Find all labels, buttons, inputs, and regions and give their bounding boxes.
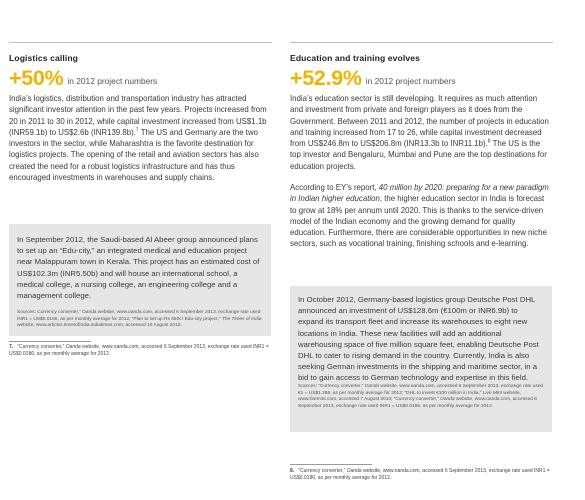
section-rule [290, 42, 553, 43]
case-study-box [290, 286, 552, 432]
stat-value: +52.9% [290, 66, 362, 90]
section-heading: Education and training evolves [290, 53, 421, 63]
footnote-rule [290, 464, 372, 465]
section-heading: Logistics calling [9, 53, 79, 63]
stat-callout [290, 66, 456, 90]
case-study-box [9, 224, 271, 336]
case-study-sources: Sources: Currency converter,” Oanda website, www.oanda.com, accessed 6 September 2013, exchange rate used INR1 = US$0.0186, as per monthly average for 2012; “Plan to set up Rs 550cr Edu-city project,” The Times of India website, www.articles.timesofindia.indiatimes.com, accessed 10 August 2013. [17, 310, 262, 329]
footnote-rule [9, 341, 91, 342]
stat-label: in 2012 project numbers [67, 76, 158, 86]
logistics-column [9, 0, 272, 500]
stat-callout [9, 66, 157, 90]
footnote-ref: 8 [487, 138, 491, 145]
case-study-text: In October 2012, Germany-based logistics group Deutsche Post DHL announced an investment of US$128.6m (€100m or INR6.9b) to expand its transport fleet and increase its warehouses to eight new locations in India. These new facilities will add an additional warehousing space of five million square feet, enabling Deutsche Post DHL to cater to rising demand in the country. Currently, India is also seeking German investments in the shipping and maritime sector, in a bid to gain access to German technology and expertise in this field. [298, 295, 539, 383]
section-rule [9, 42, 272, 43]
footnote-ref: 7 [135, 127, 139, 134]
body-paragraph: India’s logistics, distribution and transportation industry has attracted significant investor attention in the past few years. Projects increased from 20 in 2011 to 30 in 2012, while capital investment increased from US$1.1b (INR59.1b) to US$2.6b (INR139.8b).$^7$ The US and Germany are the two investors in the sector, while Maharashtra is the favorite destination for logistics projects. The opening of the retail and aviation sectors has also created the need for a robust logistics infrastructure and has thus encouraged investments in warehouses and supply chains. [9, 94, 267, 183]
case-study-text: In September 2012, the Saudi-based Al Abeer group announced plans to set up an “Edu-city,” an integrated medical and education project near Malappuram town in Kerala. This project has an estimated cost of US$102.3m (INR5.50b) and will house an international school, a medical college, a nursing college, an engineering college and a management college. [17, 235, 260, 301]
education-column [290, 0, 553, 500]
footnote: 8. “Currency converter,” Oanda website, www.oanda.com, accessed 6 September 2013, exchange rate used INR1 = US$0.0186, as per monthly average for 2012. [290, 468, 550, 481]
stat-value: +50% [9, 66, 64, 90]
footnote: 7. “Currency converter,” Oanda website, www.oanda.com, accessed 6 September 2013, exchange rate used INR1 = US$0.0186, as per monthly average for 2012. [9, 344, 269, 357]
body-paragraph: India’s education sector is still developing. It requires as much attention and investment from private and foreign players as it does from the Government. Between 2011 and 2012, the number of projects in education and training increased from 17 to 26, while capital investment decreased from US$246.8m to US$206.8m (INR13.3b to INR11.1b).$^8$ The US is the top investor and Bengaluru, Mumbai and Pune are the top destinations for education projects. [290, 94, 549, 171]
case-study-sources: Sources: “Currency converter,” Oanda website, www.oanda.com, accessed 6 September 2013, exchange rate used €1 = US$1.286, as per monthly average for 2012; “DHL to invest €100 million in India,” Live Mint website, www.livemint.com, accessed 7 August 2013; “Currency converter,” Oanda website, www.oanda.com, accessed 6 September 2013, exchange rate used INR1 = US$0.0186, as per monthly average for 2012. [298, 384, 544, 409]
body-paragraph: According to EY’s report, 40 million by 2020: preparing for a new paradigm in Indian higher education, the higher education sector in India is forecast to grow at 18% per annum until 2020. This is thanks to the service-driven model of the Indian economy and the growing demand for quality education. Furthermore, there are considerable opportunities in new niche sectors, such as vocational training, finishing schools and e-learning. [290, 183, 549, 249]
stat-label: in 2012 project numbers [365, 76, 456, 86]
